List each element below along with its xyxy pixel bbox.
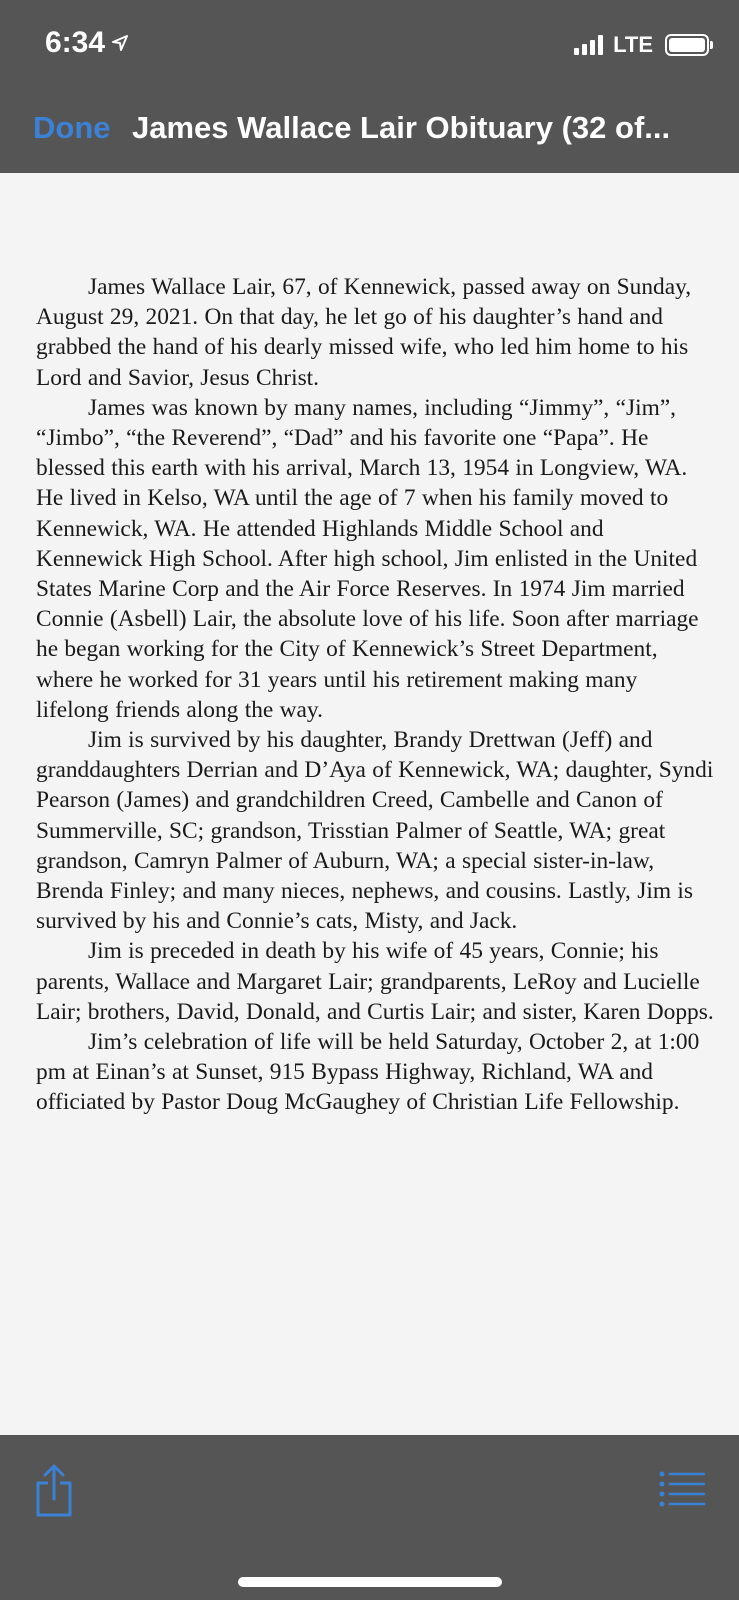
battery-icon (665, 34, 709, 56)
document-viewer[interactable] (0, 173, 739, 1435)
status-indicators (574, 32, 709, 58)
network-label: LTE (613, 32, 653, 57)
paragraph: Jim is survived by his daughter, Brandy Drettwan (Jeff) and granddaughters Derrian and D’Aya of Kennewick, WA; daughter, Syndi Pearson (James) and grandchildren Creed, Cambelle and Canon of Summerville, SC; grandson, Trisstian Palmer of Seattle, WA; great grandson, Camryn Palmer of Auburn, WA; a special sister-in-law, Brenda Finley; and many nieces, nephews, and cousins. Lastly, Jim is survived by his and Connie’s cats, Misty, and Jack. (36, 727, 714, 935)
obituary-text (36, 272, 716, 1118)
paragraph: James was known by many names, including “Jimmy”, “Jim”, “Jimbo”, “the Reverend”, “Dad” and his favorite one “Papa”. He blessed this earth with his arrival, March 13, 1954 in Longview, WA. He lived in Kelso, WA until the age of 7 when his family moved to Kennewick, WA. He attended Highlands Middle School and Kennewick High School. After high school, Jim enlisted in the United States Marine Corp and the Air Force Reserves. In 1974 Jim married Connie (Asbell) Lair, the absolute love of his life. Soon after marriage he began working for the City of Kennewick’s Street Department, where he worked for 31 years until his retirement making many lifelong friends along the way. (36, 394, 699, 723)
top-bar (0, 0, 739, 173)
signal-bars-icon (574, 35, 603, 55)
list-icon[interactable] (658, 1469, 706, 1509)
location-arrow-icon (111, 34, 129, 52)
home-indicator[interactable] (238, 1577, 502, 1587)
paragraph: Jim is preceded in death by his wife of 45 years, Connie; his parents, Wallace and Margaret Lair; grandparents, LeRoy and Lucielle Lair; brothers, David, Donald, and Curtis Lair; and sister, Karen Dopps. (36, 938, 714, 1025)
paragraph: James Wallace Lair, 67, of Kennewick, passed away on Sunday, August 29, 2021. On that day, he let go of his daughter’s hand and grabbed the hand of his dearly missed wife, who led him home to his Lord and Savior, Jesus Christ. (36, 274, 692, 391)
status-time (45, 26, 129, 60)
bottom-toolbar (0, 1435, 739, 1600)
time-label: 6:34 (45, 26, 106, 59)
document-title: James Wallace Lair Obituary (32 of... (132, 110, 671, 145)
paragraph: Jim’s celebration of life will be held Saturday, October 2, at 1:00 pm at Einan’s at Sunset, 915 Bypass Highway, Richland, WA and officiated by Pastor Doug McGaughey of Christian Life Fellowship. (36, 1029, 700, 1116)
done-button[interactable]: Done (33, 110, 111, 145)
share-icon[interactable] (30, 1463, 78, 1521)
